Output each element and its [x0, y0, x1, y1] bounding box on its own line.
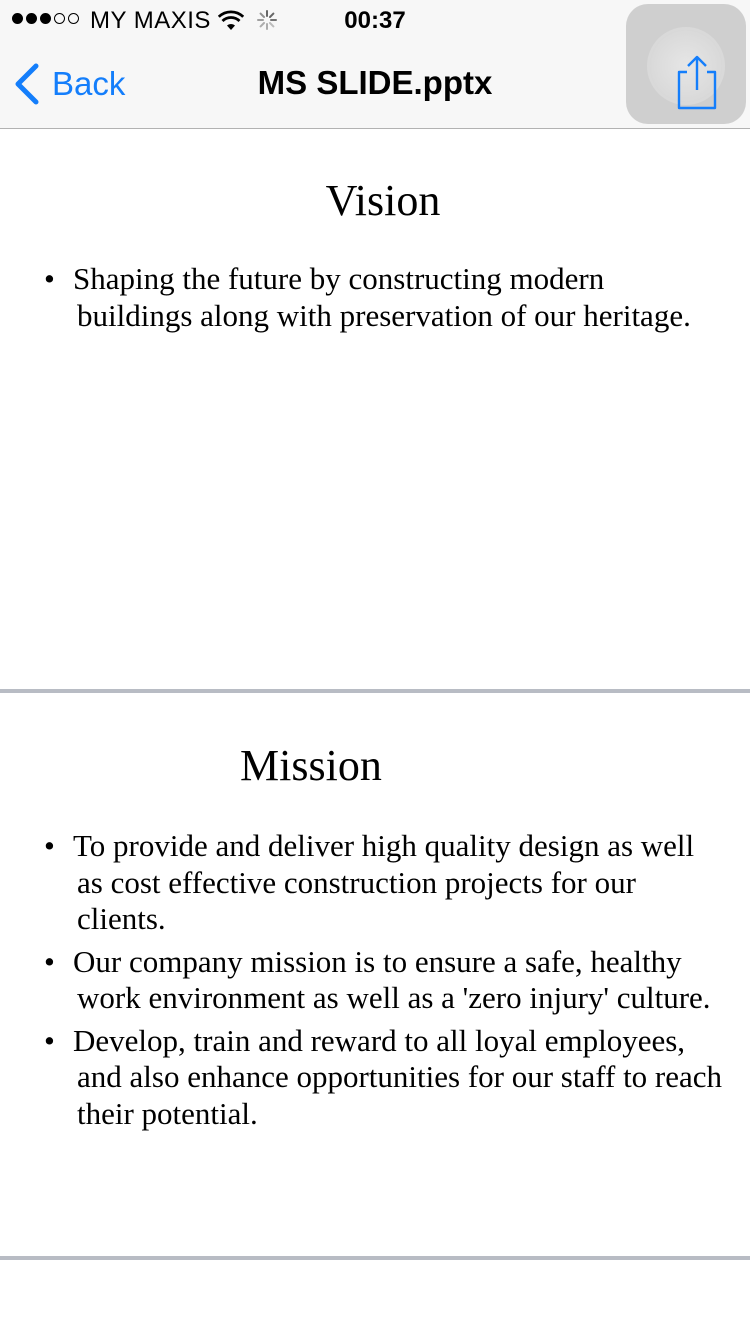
bullet-item — [44, 944, 724, 1017]
slide-mission — [0, 694, 750, 1256]
bullet-item — [44, 828, 724, 938]
carrier-name: MY MAXIS — [90, 7, 211, 34]
bullet-marker: • — [44, 828, 55, 863]
document-title: MS SLIDE.pptx — [257, 64, 493, 101]
back-button-label: Back — [52, 65, 126, 102]
share-icon — [674, 54, 718, 110]
bullet-text: Develop, train and reward to all loyal employees, and also enhance opportunities for our staff to reach their potential. — [73, 1022, 723, 1131]
slide-title: Mission — [240, 741, 382, 790]
slide-divider — [0, 1256, 750, 1260]
bullet-text: Shaping the future by constructing modern buildings along with preservation of our heritage. — [73, 261, 691, 333]
status-time: 00:37 — [344, 7, 406, 34]
bullet-list — [44, 828, 724, 1138]
slide-title: Vision — [325, 176, 441, 225]
slide-vision — [0, 129, 750, 689]
share-button[interactable] — [626, 4, 746, 124]
bullet-item — [44, 261, 724, 334]
bullet-list — [44, 261, 724, 340]
bullet-text: Our company mission is to ensure a safe, healthy work environment as well as a 'zero injury' culture. — [73, 943, 711, 1015]
bullet-marker: • — [44, 943, 55, 979]
bullet-item — [44, 1023, 724, 1133]
bullet-marker: • — [44, 261, 55, 296]
bullet-marker: • — [44, 1022, 55, 1058]
slide-divider — [0, 689, 750, 693]
bullet-text: To provide and deliver high quality design as well as cost effective construction projects for our clients. — [73, 828, 695, 936]
